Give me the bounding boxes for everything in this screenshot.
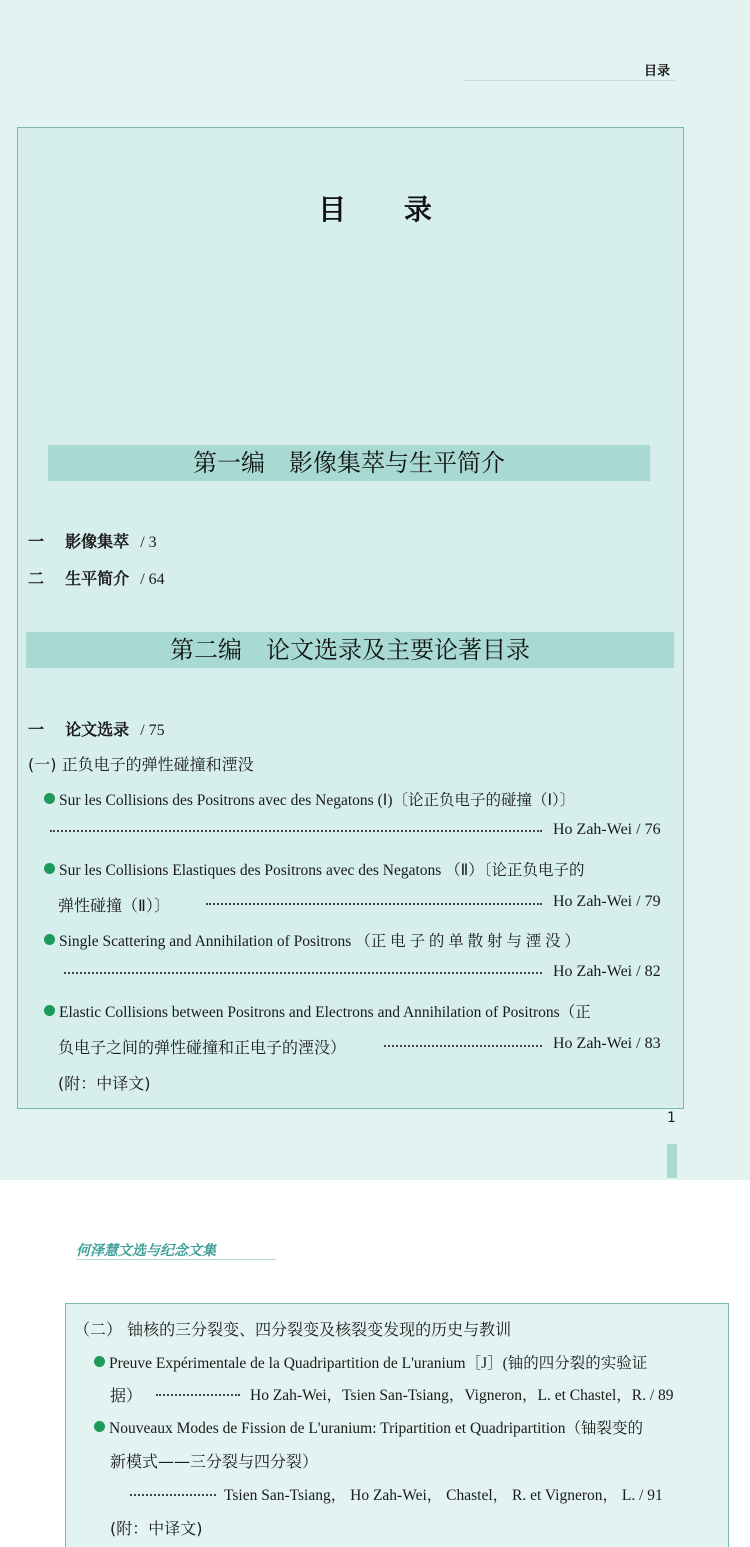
bullet-icon <box>44 793 55 804</box>
entry-title: Nouveaux Modes de Fission de L'uranium: Tripartition et Quadripartition（铀裂变的 <box>109 1420 644 1437</box>
toc-section-1[interactable] <box>28 717 165 740</box>
toc-title: 目 录 <box>318 193 456 226</box>
bullet-icon <box>94 1421 105 1432</box>
part1-band: 第一编 影像集萃与生平简介 <box>48 445 650 481</box>
toc-entry-3[interactable] <box>44 929 580 951</box>
leader-dots <box>206 903 542 905</box>
section-page: / 75 <box>140 722 165 739</box>
item-label: 生平简介 <box>65 569 130 588</box>
entry-author: Ho Zah-Wei / 83 <box>553 1035 661 1052</box>
item-page: / 64 <box>140 571 165 588</box>
entry-author: Ho Zah-Wei / 82 <box>553 963 661 980</box>
page-tab-marker <box>667 1144 677 1178</box>
toc-entry-2[interactable] <box>44 858 585 880</box>
leader-dots <box>64 972 542 974</box>
item-num: 一 <box>28 532 45 551</box>
bullet-icon <box>94 1356 105 1367</box>
page-number: 1 <box>667 1110 676 1126</box>
entry-title: Single Scattering and Annihilation of Positrons （正 电 子 的 单 散 射 与 湮 没 ） <box>59 933 580 950</box>
item-label: 影像集萃 <box>65 532 130 551</box>
bullet-icon <box>44 934 55 945</box>
subsection-title-2: （二） 铀核的三分裂变、四分裂变及核裂变发现的历史与教训 <box>74 1320 512 1339</box>
running-header-2: 何泽慧文选与纪念文集 <box>76 1243 216 1259</box>
entry-author: Ho Zah-Wei，Tsien San-Tsiang，Vigneron，L. et Chastel，R. / 89 <box>250 1387 674 1404</box>
appendix-note-2: (附：中译文) <box>110 1519 203 1538</box>
toc-item-1[interactable] <box>28 529 157 552</box>
toc-entry-6[interactable] <box>94 1416 643 1438</box>
leader-dots <box>50 830 542 832</box>
header-rule-2 <box>76 1259 276 1260</box>
entry-author: Ho Zah-Wei / 76 <box>553 821 661 838</box>
toc-item-2[interactable] <box>28 566 165 589</box>
entry-title: Preuve Expérimentale de la Quadripartition de L'uranium［J］(铀的四分裂的实验证 <box>109 1355 648 1372</box>
entry-title: Elastic Collisions between Positrons and Electrons and Annihilation of Positrons（正 <box>59 1004 591 1021</box>
appendix-note: (附：中译文) <box>58 1074 151 1093</box>
entry-author: Tsien San-Tsiang， Ho Zah-Wei， Chastel， R. et Vigneron， L. / 91 <box>224 1487 663 1504</box>
bullet-icon <box>44 1005 55 1016</box>
entry-title-cont: 弹性碰撞（Ⅱ）〕 <box>58 896 170 915</box>
running-header: 目录 <box>644 64 671 79</box>
section-label: 论文选录 <box>65 720 130 739</box>
entry-title-cont: 负电子之间的弹性碰撞和正电子的湮没） <box>58 1038 347 1057</box>
section-num: 一 <box>28 720 45 739</box>
leader-dots <box>384 1045 542 1047</box>
entry-author: Ho Zah-Wei / 79 <box>553 893 661 910</box>
toc-entry-1[interactable] <box>44 788 575 810</box>
item-page: / 3 <box>140 534 157 551</box>
toc-box <box>17 127 684 1109</box>
part2-band: 第二编 论文选录及主要论著目录 <box>26 632 674 668</box>
entry-title: Sur les Collisions des Positrons avec des Negatons (Ⅰ)〔论正负电子的碰撞（Ⅰ）〕 <box>59 792 576 809</box>
entry-title-cont: 新模式——三分裂与四分裂） <box>110 1452 319 1471</box>
header-rule <box>465 80 675 81</box>
entry-title-cont: 据） <box>110 1386 143 1405</box>
leader-dots <box>156 1394 240 1396</box>
toc-entry-5[interactable] <box>94 1351 647 1373</box>
leader-dots <box>130 1494 216 1496</box>
bullet-icon <box>44 863 55 874</box>
entry-title: Sur les Collisions Elastiques des Positrons avec des Negatons （Ⅱ）〔论正负电子的 <box>59 862 585 879</box>
toc-entry-4[interactable] <box>44 1000 591 1022</box>
item-num: 二 <box>28 569 45 588</box>
subsection-title: (一) 正负电子的弹性碰撞和湮没 <box>28 755 254 774</box>
